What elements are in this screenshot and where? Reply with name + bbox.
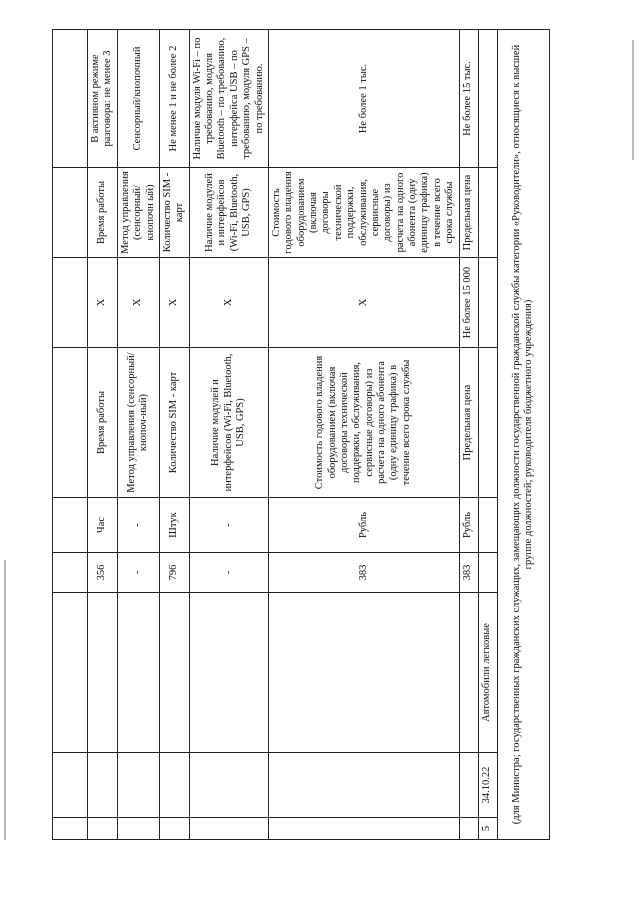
characteristic-cell: Метод управления (сенсорный/кнопоч-ный) (117, 348, 159, 498)
cell (189, 753, 268, 818)
cell (478, 553, 497, 593)
okei-code-cell: - (117, 553, 159, 593)
cell (53, 168, 88, 258)
unit-cell: - (117, 498, 159, 553)
cell (117, 593, 159, 753)
cell (459, 818, 478, 840)
cell (478, 348, 497, 498)
cell (459, 593, 478, 753)
okpd-code-cell: 34.10.22 (478, 753, 497, 818)
value-cell: X (159, 258, 189, 348)
characteristic-cell: Наличие модулей и интерфейсов (Wi-Fi, Bluetooth, USB, GPS) (189, 168, 268, 258)
cell (117, 753, 159, 818)
value-cell: Сенсорный/кнопочный (117, 30, 159, 168)
value-cell: Не менее 1 и не более 2 (159, 30, 189, 168)
value-cell: X (88, 258, 118, 348)
category-note: (для Министра; государственных гражданских служащих, замещающих должности государственной гражданской службы категории «Руководители», относящиеся к высшей группе должностей; руководителя бюджетного учреждения) (497, 30, 549, 840)
scan-artifact (632, 40, 634, 160)
characteristic-cell: Время работы (88, 168, 118, 258)
cell (478, 498, 497, 553)
rotated-table-page (52, 30, 534, 840)
row-number-cell: 5 (478, 818, 497, 840)
cell (268, 753, 459, 818)
value-cell: Не более 1 тыс. (268, 30, 459, 168)
cell (53, 498, 88, 553)
characteristic-cell: Время работы (88, 348, 118, 498)
okei-code-cell: - (189, 553, 268, 593)
unit-cell: Рубль (459, 498, 478, 553)
unit-cell: Рубль (268, 498, 459, 553)
cell (53, 593, 88, 753)
value-cell: Наличие модуля Wi-Fi – по требованию, модуля Bluetooth – по требованию, интерфейса USB – по требованию, модуля GPS – по требованию. (189, 30, 268, 168)
characteristic-cell: Предельная цена (459, 348, 478, 498)
table-row (159, 30, 189, 840)
characteristic-cell: Количество SIM - карт (159, 348, 189, 498)
cell (268, 593, 459, 753)
cell (159, 818, 189, 840)
table-row (268, 30, 459, 840)
cell (53, 753, 88, 818)
characteristic-cell: Стоимость годового владения оборудованием (включая договоры технической поддержки, обслуживания, сервисные договоры) из расчета на одного абонента (одну единицу трафика) в течение всего срока службы (268, 348, 459, 498)
characteristics-table (52, 29, 550, 840)
cell (268, 818, 459, 840)
okei-code-cell: 796 (159, 553, 189, 593)
cell (189, 818, 268, 840)
unit-cell: Час (88, 498, 118, 553)
cell (53, 258, 88, 348)
table-row (189, 30, 268, 840)
cell (53, 30, 88, 168)
cell (159, 593, 189, 753)
cell (478, 168, 497, 258)
unit-cell: Штук (159, 498, 189, 553)
cell (189, 593, 268, 753)
okei-code-cell: 383 (459, 553, 478, 593)
value-cell: X (117, 258, 159, 348)
table-row (478, 30, 497, 840)
cell (478, 30, 497, 168)
value-cell: Не более 15 000 (459, 258, 478, 348)
unit-cell: - (189, 498, 268, 553)
okei-code-cell: 356 (88, 553, 118, 593)
value-cell: Не более 15 тыс. (459, 30, 478, 168)
okei-code-cell: 383 (268, 553, 459, 593)
cell (88, 818, 118, 840)
cell (459, 753, 478, 818)
cell (117, 818, 159, 840)
value-cell: X (189, 258, 268, 348)
cell (53, 348, 88, 498)
table-row (53, 30, 88, 840)
cell (88, 593, 118, 753)
table-row (459, 30, 478, 840)
cell (159, 753, 189, 818)
characteristic-cell: Стоимость годового владения оборудованием (включая договоры технической поддержки, обслуживания, сервисные договоры) из расчета на одного абонента (одну единицу трафика) в течение всего срока службы (268, 168, 459, 258)
characteristic-cell: Предельная цена (459, 168, 478, 258)
cell (53, 553, 88, 593)
table-row (497, 30, 549, 840)
scan-artifact (4, 560, 6, 840)
table-row (117, 30, 159, 840)
product-name-cell: Автомобили легковые (478, 593, 497, 753)
cell (53, 818, 88, 840)
characteristic-cell: Метод управления (сенсорный/кнопочн ый) (117, 168, 159, 258)
cell (88, 753, 118, 818)
characteristic-cell: Количество SIM - карт (159, 168, 189, 258)
table-row (88, 30, 118, 840)
cell (478, 258, 497, 348)
characteristic-cell: Наличие модулей и интерфейсов (Wi-Fi, Bluetooth, USB, GPS) (189, 348, 268, 498)
value-cell: X (268, 258, 459, 348)
value-cell: В активном режиме разговора: не менее 3 (88, 30, 118, 168)
